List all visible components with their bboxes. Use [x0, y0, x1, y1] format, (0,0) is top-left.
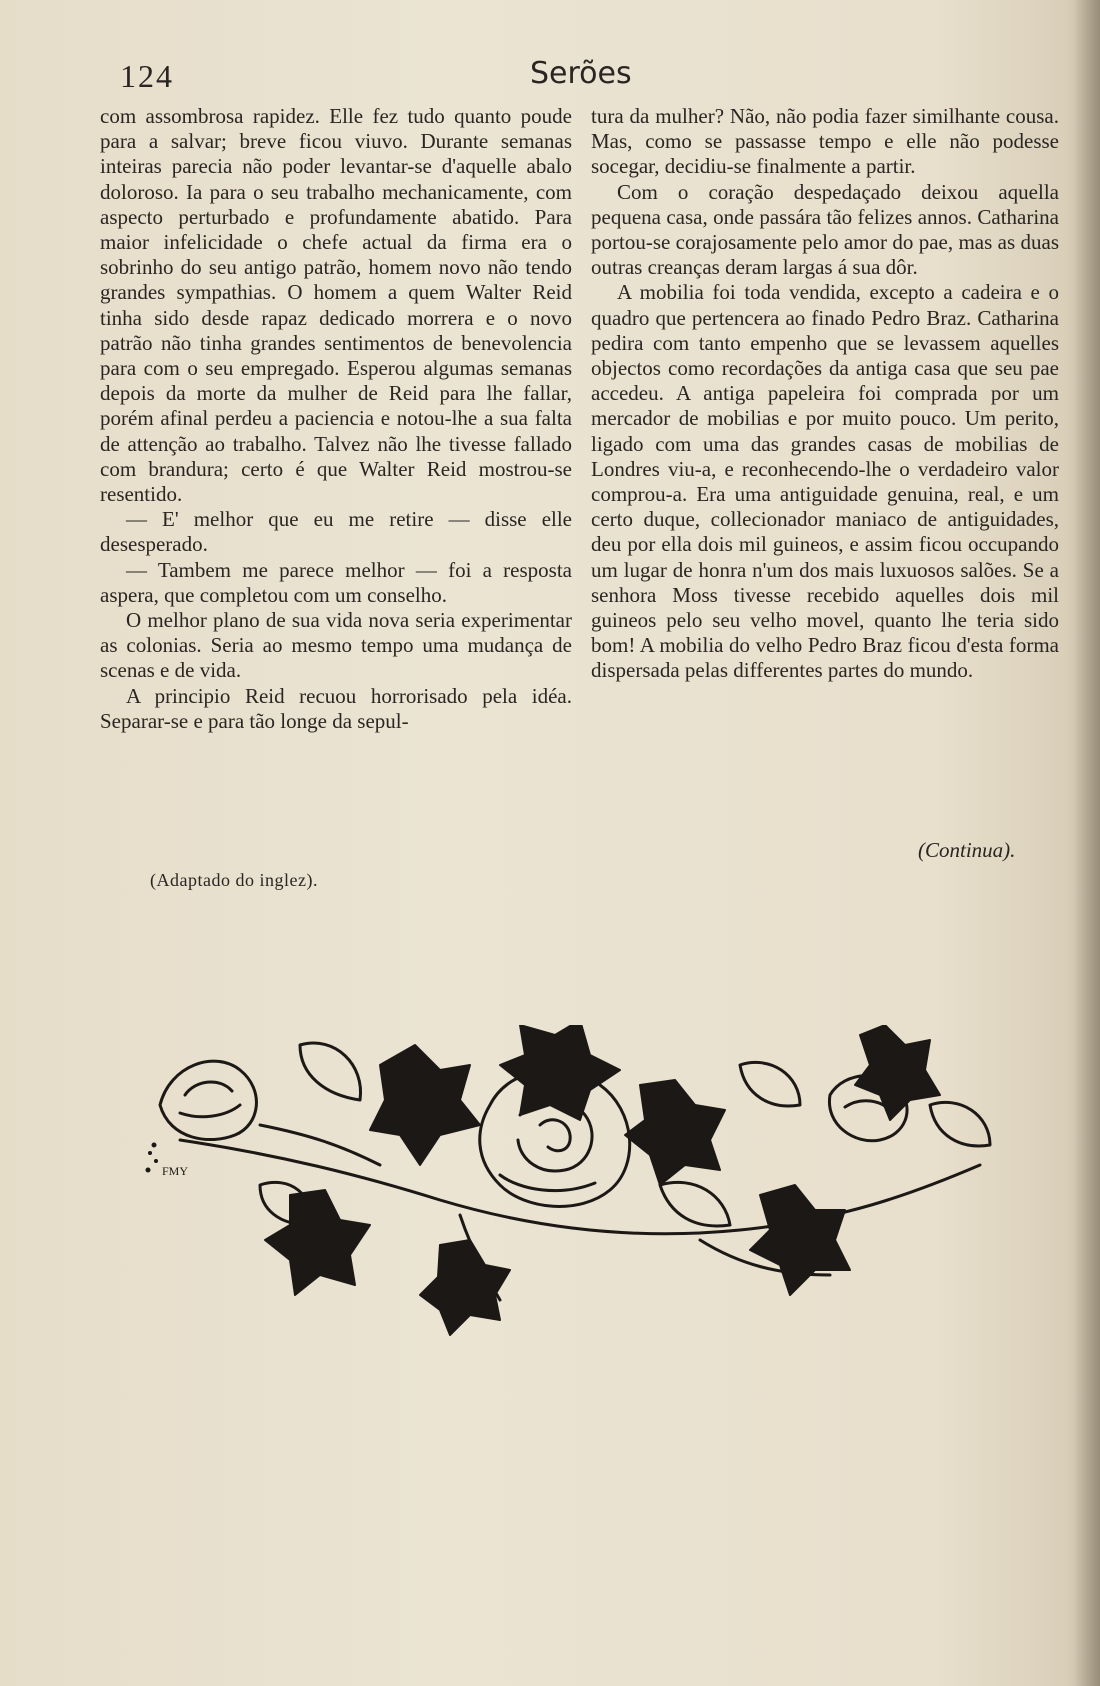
- paragraph: — E' melhor que eu me retire — disse elle desesperado.: [100, 507, 572, 557]
- page-number: 124: [120, 58, 174, 94]
- ivy-leaf: [855, 1025, 940, 1120]
- continua-note: (Continua).: [918, 838, 1016, 862]
- dot: [146, 1168, 151, 1173]
- binding-shadow: [1074, 0, 1100, 1686]
- paragraph: A mobilia foi toda vendida, excepto a cadeira e o quadro que pertencera ao finado Pedro Braz. Catharina pedira com tanto empenho que se levassem aquelles objectos como recordações da antiga casa que seu pae accedeu. A antiga papeleira foi comprada por um mercador de mobilias e por muito pouco. Um perito, ligado com uma das grandes casas de mobilias de Londres viu-a, e reconhecendo-lhe o verdadeiro valor comprou-a. Era uma antiguidade genuina, real, e um certo duque, collecionador maniaco de antiguidades, deu por ella dois mil guineos, e assim ficou occupando um lugar de honra n'um dos mais luxuosos salões. Se a senhora Moss tivesse recebido aquelles dois mil guineos pelo seu velho movel, quanto lhe teria sido bom! A mobilia do velho Pedro Braz ficou d'esta forma dispersada pelas differentes partes do mundo.: [591, 280, 1059, 683]
- page-header: [100, 52, 1060, 102]
- source-note: (Adaptado do inglez).: [150, 870, 318, 890]
- right-column: [591, 104, 1059, 684]
- ivy-leaf: [265, 1190, 370, 1295]
- artist-signature: FMY: [162, 1164, 189, 1178]
- ivy-leaf: [625, 1080, 725, 1185]
- paragraph: A principio Reid recuou horrorisado pela idéa. Separar-se e para tão longe da sepul-: [100, 683, 572, 733]
- dot: [152, 1143, 157, 1148]
- running-title: Serões: [530, 56, 632, 91]
- ivy-leaf: [750, 1185, 850, 1295]
- ivy-leaf: [370, 1045, 480, 1165]
- paragraph: — Tambem me parece melhor — foi a resposta aspera, que completou com um conselho.: [100, 557, 572, 607]
- paragraph: com assombrosa rapidez. Elle fez tudo quanto poude para a salvar; breve ficou viuvo. Durante semanas inteiras parecia não poder levantar-se d'aquelle abalo doloroso. Ia para o seu trabalho mechanicamente, com aspecto perturbado e profundamente abatido. Para maior infelicidade o chefe actual da firma era o sobrinho do seu antigo patrão, homem novo não tendo grandes sympathias. O homem a quem Walter Reid tinha sido desde rapaz dedicado morrera e o novo patrão não tinha grandes sentimentos de benevolencia para com o seu empregado. Esperou algumas semanas depois da morte da mulher de Reid para lhe fallar, porém afinal perdeu a paciencia e notou-lhe a sua falta de attenção ao trabalho. Talvez não lhe tivesse fallado com brandura; certo é que Walter Reid mostrou-se resentido.: [100, 104, 572, 507]
- rose-bud: [160, 1061, 256, 1139]
- dot: [148, 1151, 152, 1155]
- leaf: [930, 1102, 990, 1146]
- leaf: [660, 1182, 730, 1226]
- ivy-leaf: [500, 1025, 620, 1120]
- dot: [154, 1159, 158, 1163]
- rose-ivy-ornament: [140, 1025, 1030, 1395]
- paragraph: O melhor plano de sua vida nova seria experimentar as colonias. Seria ao mesmo tempo uma mudança de scenas e de vida.: [100, 608, 572, 683]
- ivy-leaf: [420, 1240, 510, 1335]
- leaf: [300, 1043, 361, 1100]
- leaf: [740, 1062, 800, 1106]
- paragraph: Com o coração despedaçado deixou aquella pequena casa, onde passára tão felizes annos. Catharina portou-se corajosamente pelo amor do pae, mas as duas outras creanças deram largas á sua dôr.: [591, 179, 1059, 280]
- left-column: [100, 104, 572, 734]
- paragraph: tura da mulher? Não, não podia fazer similhante cousa. Mas, como se passasse tempo e elle não podesse socegar, decidiu-se finalmente a partir.: [591, 104, 1059, 179]
